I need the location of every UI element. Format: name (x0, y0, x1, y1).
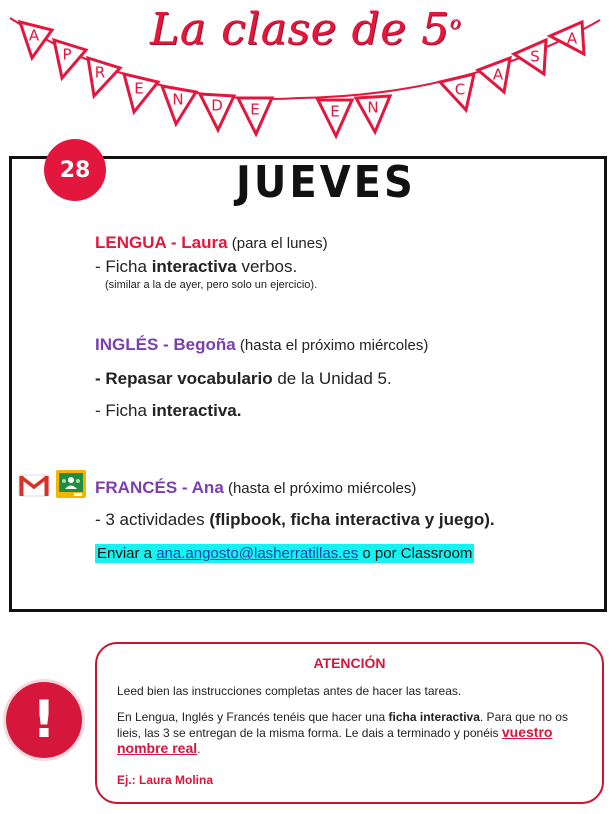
ingles-task-1: - Repasar vocabulario de la Unidad 5. (95, 369, 392, 388)
ingles-teacher: Begoña (173, 335, 236, 354)
subject-lengua (95, 233, 328, 291)
subject-frances (95, 478, 495, 530)
attention-box (95, 642, 604, 804)
svg-text:A: A (28, 26, 40, 45)
flag-right-2 (478, 58, 510, 92)
ingles-task-2: - Ficha interactiva. (95, 401, 242, 420)
lengua-subject: LENGUA (95, 233, 167, 252)
flag-left-4 (124, 74, 158, 112)
svg-text:N: N (172, 90, 184, 109)
lengua-note: (para el lunes) (227, 235, 328, 252)
real-name-emphasis: vuestro nombre real (117, 724, 553, 756)
example-name: Ej.: Laura Molina (117, 773, 214, 787)
page-title: La clase de 5$^o$ (150, 4, 462, 55)
lengua-heading: LENGUA - Laura (para el lunes) (95, 233, 328, 252)
ingles-heading: INGLÉS - Begoña (hasta el próximo miércoles) (95, 335, 429, 354)
svg-text:E: E (134, 79, 144, 98)
send-instructions: Enviar a ana.angosto@lasherratillas.es o por Classroom (97, 545, 473, 562)
frances-teacher: Ana (191, 478, 224, 497)
svg-text:P: P (62, 45, 72, 64)
frances-heading: FRANCÉS - Ana (hasta el próximo miércoles) (95, 478, 417, 497)
teacher-email-link[interactable]: ana.angosto@lasherratillas.es (156, 545, 359, 562)
flag-right-1 (440, 74, 474, 110)
lengua-detail: (similar a la de ayer, pero solo un ejercicio). (105, 279, 318, 291)
attention-paragraph-1: Leed bien las instrucciones completas antes de hacer las tareas. (117, 684, 462, 698)
attention-paragraph-2: En Lengua, Inglés y Francés tenéis que hacer una ficha interactiva. Para que no os lieis, las 3 se entregan de la misma forma. Le dais a terminado y ponéis vuestro nombre real. (117, 710, 568, 756)
frances-task: - 3 actividades (flipbook, ficha interactiva y juego). (95, 510, 495, 529)
flag-left-6 (200, 94, 234, 130)
frances-subject: FRANCÉS (95, 478, 178, 497)
svg-text:A: A (566, 29, 578, 48)
svg-text:E: E (250, 100, 260, 119)
svg-text:C: C (454, 80, 466, 99)
gmail-icon[interactable] (18, 472, 50, 498)
lengua-task: - Ficha interactiva verbos. (95, 257, 298, 276)
flag-left-7 (238, 98, 272, 134)
lengua-teacher: Laura (181, 233, 228, 252)
day-title: JUEVES (236, 158, 416, 208)
flag-right-3 (514, 40, 546, 74)
frances-note: (hasta el próximo miércoles) (223, 480, 417, 497)
ingles-note: (hasta el próximo miércoles) (235, 337, 429, 354)
flag-right-4 (550, 22, 584, 54)
svg-text:N: N (367, 98, 379, 117)
day-number-badge: 28 (44, 139, 106, 201)
svg-text:S: S (530, 47, 540, 66)
attention-title: ATENCIÓN (313, 655, 386, 671)
exclamation-icon: ! (6, 682, 82, 758)
flag-left-3 (88, 58, 120, 96)
flag-mid-2 (356, 96, 390, 132)
flag-mid-1 (318, 100, 352, 136)
flag-left-2 (54, 40, 86, 78)
flag-left-5 (162, 86, 196, 124)
ingles-subject: INGLÉS (95, 335, 159, 354)
svg-text:R: R (94, 63, 106, 82)
google-classroom-icon[interactable] (56, 470, 86, 498)
svg-text:A: A (492, 65, 504, 84)
subject-ingles (95, 335, 428, 421)
svg-text:D: D (211, 96, 223, 115)
svg-text:E: E (330, 102, 340, 121)
